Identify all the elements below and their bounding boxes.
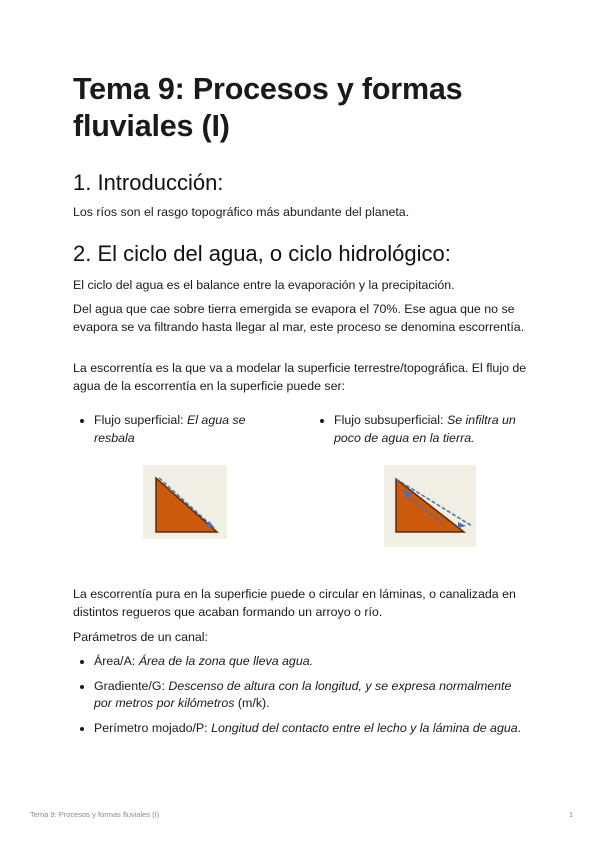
flujo-superficial-label: Flujo superficial: [94,413,187,427]
paragraph-evaporacion: Del agua que cae sobre tierra emergida se evapora el 70%. Ese agua que no se evapora se va filtrando hasta llegar al mar, este proceso se denomina escorrentía. [73,302,525,334]
slope-subsurface-diagram [384,465,476,547]
flujo-list-left [73,412,273,447]
paragraph-balance: El ciclo del agua es el balance entre la evaporación y la precipitación. [73,278,455,292]
param-gradiente-desc: Descenso de altura con la longitud, y se expresa normalmente por metros por kilómetros [94,678,512,710]
footer-page-number: 1 [569,810,574,819]
param-perimetro-desc: Longitud del contacto entre el lecho y la lámina de agua [211,720,518,735]
slope-surface-diagram [143,465,227,539]
section-heading-introduccion: 1. Introducción: [73,170,224,195]
page-title: Tema 9: Procesos y formas fluviales (I) [73,72,463,143]
list-item-flujo-subsuperficial [313,412,533,447]
flujo-subsuperficial-image [384,465,476,547]
list-item-gradiente [73,678,523,713]
slope-shape [396,479,464,532]
param-gradiente-label: Gradiente/G: [94,678,169,693]
paragraph-escorrentia-modelado: La escorrentía es la que va a modelar la superficie terrestre/topográfica. El flujo de agua de la escorrentía en la superficie puede ser: [73,361,527,393]
param-gradiente-tail: (m/k). [234,696,270,710]
param-area-label: Área/A: [94,654,139,668]
flujo-list-right [313,412,533,447]
flujo-subsuperficial-desc: Se infiltra un poco de agua en la tierra. [334,413,516,445]
param-perimetro-label: Perímetro mojado/P: [94,720,212,735]
paragraph-parametros-heading: Parámetros de un canal: [73,630,208,644]
paragraph-rios: Los ríos son el rasgo topográfico más abundante del planeta. [73,205,410,219]
flujo-superficial-image [143,465,227,539]
paragraph-escorrentia-pura: La escorrentía pura en la superficie puede o circular en láminas, o canalizada en distintos regueros que acaban formando un arroyo o río. [73,587,516,619]
flujo-superficial-desc: El agua se resbala [94,413,246,445]
flujo-subsuperficial-label: Flujo subsuperficial: [334,413,447,427]
param-perimetro-tail: . [517,720,522,735]
section-heading-ciclo-agua: 2. El ciclo del agua, o ciclo hidrológico: [73,241,451,266]
list-item-perimetro [73,720,523,738]
list-item-flujo-superficial [73,412,273,447]
parametros-list [73,653,523,744]
param-area-desc: Área de la zona que lleva agua. [138,654,314,668]
list-item-area [73,653,523,671]
footer-title: Tema 9: Procesos y formas fluviales (I) [30,810,160,819]
infiltration-arrow-head-bottom [458,522,466,528]
